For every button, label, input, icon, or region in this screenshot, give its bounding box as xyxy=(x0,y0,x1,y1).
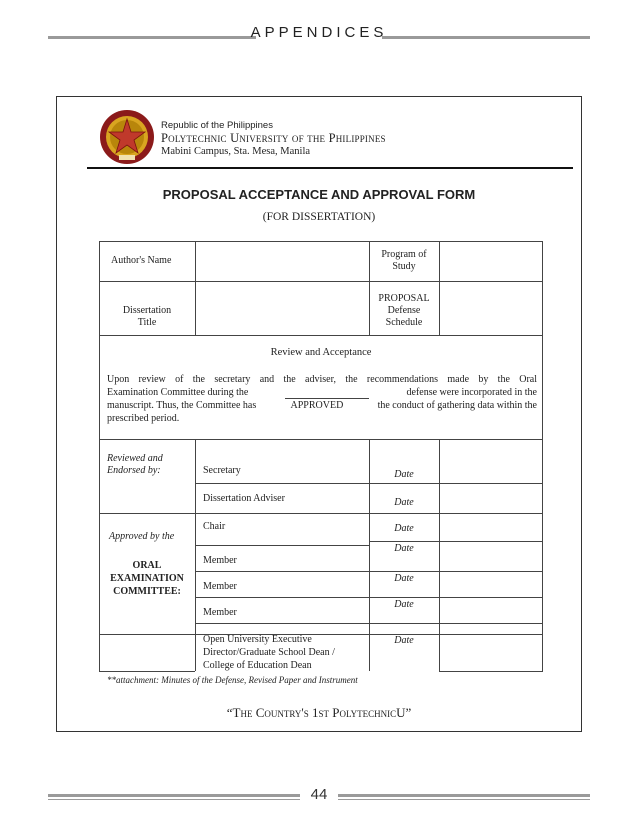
program-label: Program of Study xyxy=(381,249,427,272)
committee-label: ORAL EXAMINATION COMMITTEE: xyxy=(110,560,184,597)
member-signature-field[interactable] xyxy=(441,573,541,595)
reviewed-endorsed-label: Reviewed and Endorsed by: xyxy=(107,453,163,476)
defense-date-blank[interactable] xyxy=(285,386,369,399)
author-name-label: Author's Name xyxy=(111,255,172,266)
chair-signature-field[interactable] xyxy=(441,515,541,569)
adviser-signature-field[interactable] xyxy=(441,485,541,511)
approved-by-label: Approved by the xyxy=(109,531,175,542)
date-label: Date xyxy=(394,523,414,534)
date-label: Date xyxy=(394,469,414,480)
dissertation-title-field[interactable] xyxy=(197,283,367,333)
role-adviser: Dissertation Adviser xyxy=(203,493,285,504)
date-label: Date xyxy=(394,635,414,646)
page-header-title: APPENDICES xyxy=(250,24,388,41)
university-name: Polytechnic University of the Philippines xyxy=(161,131,386,145)
proposal-defense-label: PROPOSAL Defense Schedule xyxy=(378,293,430,328)
date-label: Date xyxy=(394,573,414,584)
role-chair: Chair xyxy=(203,521,226,532)
date-label: Date xyxy=(394,497,414,508)
form-title: PROPOSAL ACCEPTANCE AND APPROVAL FORM xyxy=(162,187,476,202)
campus-text: Mabini Campus, Sta. Mesa, Manila xyxy=(161,146,311,157)
proposal-schedule-field[interactable] xyxy=(441,283,541,333)
date-label: Date xyxy=(394,543,414,554)
form-subtitle: (FOR DISSERTATION) xyxy=(262,211,376,223)
dean-signature-field[interactable] xyxy=(441,625,541,669)
role-member: Member xyxy=(203,581,237,592)
dissertation-title-label: Dissertation Title xyxy=(122,305,172,328)
role-member: Member xyxy=(203,607,237,618)
university-header xyxy=(161,119,386,158)
date-label: Date xyxy=(394,599,414,610)
secretary-signature-field[interactable] xyxy=(441,441,541,481)
author-name-field[interactable] xyxy=(197,243,367,279)
review-paragraph: Upon review of the secretary and the adviser, the recommendations made by the Oral Examination Committee during the defense were incorporated in the manuscript. Thus, the Committee has APPROVED the conduct of gathering data within the prescribed period. xyxy=(107,374,537,424)
ou-row xyxy=(99,623,543,673)
role-secretary: Secretary xyxy=(203,465,241,476)
attachment-footnote: **attachment: Minutes of the Defense, Revised Paper and Instrument xyxy=(107,675,358,685)
university-seal-icon xyxy=(99,109,155,165)
role-member: Member xyxy=(203,555,237,566)
form-document xyxy=(56,96,582,732)
review-heading: Review and Acceptance xyxy=(270,347,372,358)
program-field[interactable] xyxy=(441,243,541,279)
republic-text: Republic of the Philippines xyxy=(161,120,273,131)
university-motto: “The Country's 1st PolytechnicU” xyxy=(226,705,412,720)
role-open-university: Open University Executive Director/Graduate School Dean / College of Education Dean xyxy=(203,634,335,671)
header-divider xyxy=(87,167,573,169)
page-number: 44 xyxy=(310,786,328,803)
member-signature-field[interactable] xyxy=(441,599,541,621)
